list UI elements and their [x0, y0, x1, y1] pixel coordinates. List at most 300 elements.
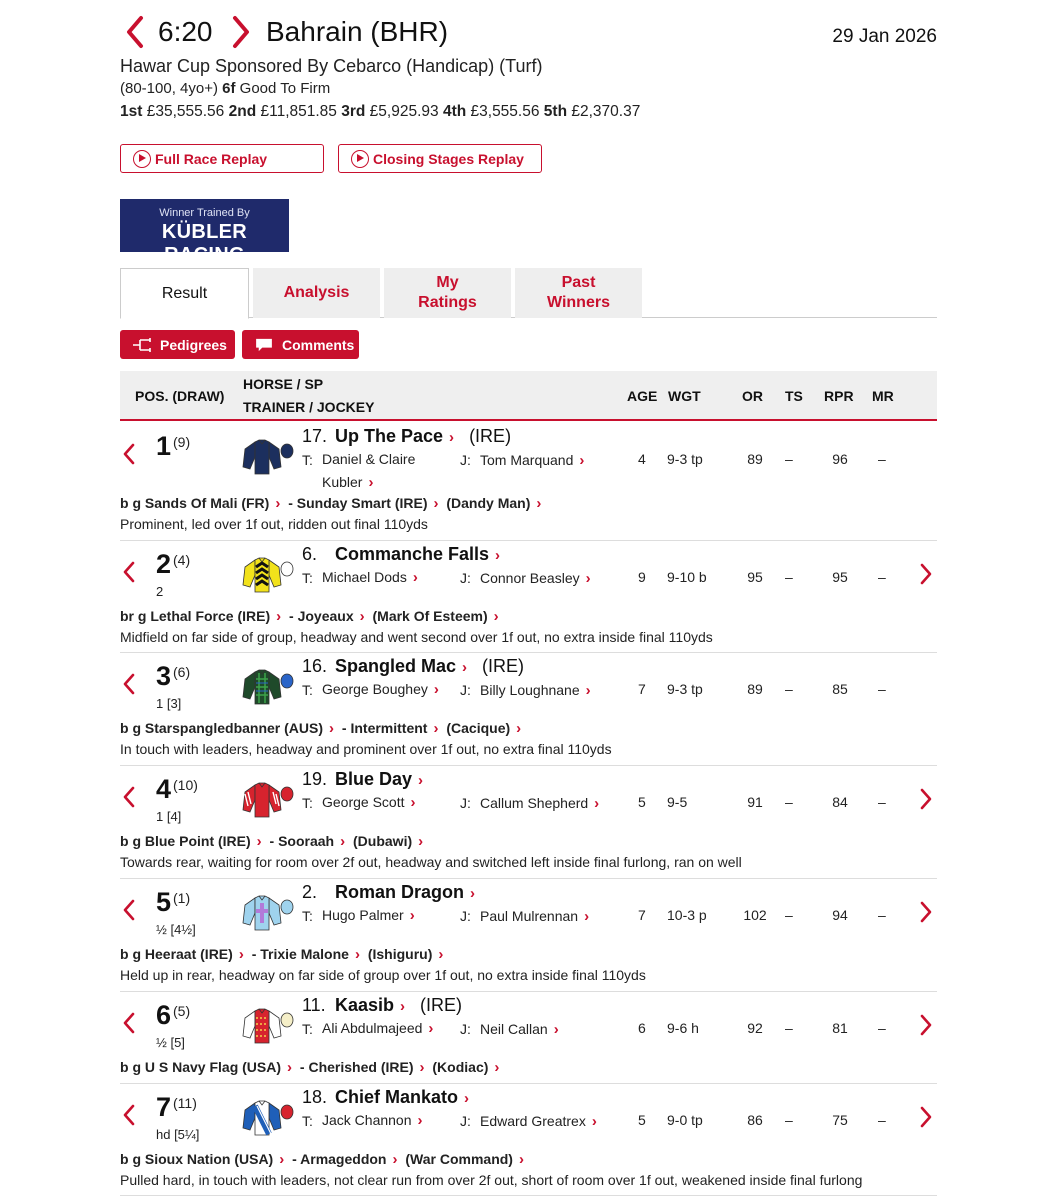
rp-rating: 75: [832, 1112, 848, 1128]
chevron-right-icon: ›: [275, 495, 281, 512]
trainer-name: Michael Dods: [322, 569, 407, 585]
weight-carried: 9-5: [667, 794, 688, 810]
race-comment: Held up in rear, headway on far side of group over 1f out, no extra inside final 110yds: [120, 967, 646, 983]
trainer-label: T:: [302, 1113, 313, 1129]
race-time: 6:20: [158, 16, 213, 47]
topspeed-rating: –: [785, 907, 793, 923]
topspeed-rating: –: [785, 569, 793, 585]
official-rating: 102: [743, 907, 767, 923]
chevron-right-icon: ›: [579, 452, 585, 469]
race-date: 29 Jan 2026: [832, 26, 937, 47]
horse-age: 5: [638, 794, 646, 810]
jockey-label: J:: [460, 795, 471, 811]
chevron-right-icon: ›: [354, 946, 360, 963]
saddle-cloth-number: 2.: [302, 882, 318, 902]
banner-trainer-name: KÜBLER RACING: [161, 221, 248, 266]
horse-age: 5: [638, 1112, 646, 1128]
beaten-distance: 1 [3]: [156, 696, 182, 711]
sire-link[interactable]: [120, 946, 244, 962]
my-rating: –: [878, 569, 886, 585]
damsire-link[interactable]: [405, 1151, 524, 1167]
official-rating: 89: [747, 681, 763, 697]
damsire-link[interactable]: [368, 946, 444, 962]
jockey-label: J:: [460, 1113, 471, 1129]
tab-my-ratings-line1: My: [436, 274, 459, 291]
dam-name: - Sooraah: [269, 833, 335, 849]
trainer-sponsor-banner[interactable]: [120, 199, 289, 266]
dam-link[interactable]: [300, 1059, 425, 1075]
weight-carried: 9-3 tp: [667, 451, 703, 467]
jockey-silks-icon: [242, 1098, 294, 1138]
col-ts: TS: [785, 388, 803, 404]
damsire-link[interactable]: [432, 1059, 499, 1075]
chevron-right-icon: ›: [340, 833, 346, 850]
full-race-replay-label: Full Race Replay: [155, 150, 268, 167]
official-rating: 91: [747, 794, 763, 810]
chevron-right-icon: ›: [516, 720, 522, 737]
prize-amount: £35,555.56: [146, 103, 225, 120]
race-comment: Pulled hard, in touch with leaders, not clear run from over 2f out, short of room over 1f out, weakened inside final furlong: [120, 1172, 863, 1188]
dam-name: - Sunday Smart (IRE): [288, 495, 428, 511]
dam-name: - Intermittent: [341, 720, 428, 736]
result-row: [120, 423, 937, 541]
race-going: Good To Firm: [239, 80, 331, 97]
sire-link[interactable]: [120, 608, 281, 624]
prev-horse-arrow-icon[interactable]: [120, 897, 138, 923]
chevron-right-icon: ›: [594, 795, 600, 812]
horse-age: 9: [638, 569, 646, 585]
trainer-name: Jack Channon: [322, 1112, 412, 1128]
result-row: [120, 879, 937, 992]
official-rating: 86: [747, 1112, 763, 1128]
jockey-link[interactable]: [480, 908, 589, 925]
course-name: Bahrain (BHR): [266, 16, 449, 47]
result-row: [120, 766, 937, 879]
saddle-cloth-number: 11.: [302, 995, 326, 1015]
chevron-right-icon: ›: [400, 998, 406, 1015]
horse-country: (IRE): [469, 426, 512, 446]
trainer-link[interactable]: [322, 1109, 462, 1132]
topspeed-rating: –: [785, 451, 793, 467]
dam-name: - Joyeaux: [289, 608, 354, 624]
race-title: Hawar Cup Sponsored By Cebarco (Handicap) (Turf): [120, 56, 543, 76]
horse-name: Roman Dragon: [335, 882, 465, 902]
beaten-distance: 2: [156, 584, 164, 599]
trainer-link[interactable]: [322, 904, 462, 927]
dam-link[interactable]: [252, 946, 360, 962]
saddle-cloth-number: 18.: [302, 1087, 328, 1107]
comments-button[interactable]: [242, 330, 359, 359]
damsire-link[interactable]: [446, 495, 541, 511]
chevron-right-icon: ›: [493, 608, 499, 625]
chevron-right-icon: ›: [433, 720, 439, 737]
rp-rating: 81: [832, 1020, 848, 1036]
chevron-right-icon: ›: [409, 907, 415, 924]
sire-name: b g U S Navy Flag (USA): [120, 1059, 282, 1075]
trainer-name: George Scott: [322, 794, 405, 810]
race-class: (80-100, 4yo+): [120, 80, 218, 97]
dam-name: - Armageddon: [292, 1151, 387, 1167]
chevron-right-icon: ›: [238, 946, 244, 963]
prev-horse-arrow-icon[interactable]: [120, 671, 138, 697]
saddle-cloth-number: 16.: [302, 656, 328, 676]
finish-position: 4: [156, 774, 172, 804]
chevron-right-icon: ›: [418, 772, 424, 789]
official-rating: 95: [747, 569, 763, 585]
race-tabs: [120, 268, 937, 318]
trainer-link[interactable]: [322, 1017, 462, 1040]
my-rating: –: [878, 451, 886, 467]
col-age: AGE: [627, 388, 658, 404]
trainer-name: George Boughey: [322, 681, 428, 697]
prev-horse-arrow-icon[interactable]: [120, 441, 138, 467]
chevron-right-icon: ›: [449, 429, 455, 446]
finish-position: 7: [156, 1092, 172, 1122]
sire-name: b g Heeraat (IRE): [120, 946, 233, 962]
jockey-link[interactable]: [480, 1021, 559, 1038]
prize-amount: £11,851.85: [260, 103, 337, 120]
saddle-cloth-number: 17.: [302, 426, 328, 446]
sire-name: b g Sioux Nation (USA): [120, 1151, 274, 1167]
prize-place: 1st: [120, 103, 143, 120]
dam-link[interactable]: [288, 495, 438, 511]
race-distance: 6f: [222, 80, 236, 97]
trainer-label: T:: [302, 1021, 313, 1037]
tab-analysis-label: Analysis: [283, 284, 350, 301]
beaten-distance: ½ [4½]: [156, 922, 196, 937]
stall-draw: (11): [173, 1095, 197, 1111]
tab-analysis[interactable]: [253, 268, 380, 318]
prize-place: 4th: [442, 103, 467, 120]
trainer-name: Daniel & Claire Kubler: [322, 451, 416, 490]
trainer-link[interactable]: [322, 791, 462, 814]
damsire-name: (Dandy Man): [446, 495, 531, 511]
prize-place: 3rd: [341, 103, 366, 120]
jockey-name: Neil Callan: [480, 1021, 548, 1037]
rp-rating: 85: [832, 681, 848, 697]
tab-past-winners-label: [547, 273, 610, 313]
play-icon: [133, 150, 151, 168]
prize-amount: £2,370.37: [571, 103, 641, 120]
chevron-right-icon: ›: [495, 547, 501, 564]
pedigrees-button[interactable]: [120, 330, 235, 359]
chevron-right-icon: ›: [287, 1059, 293, 1076]
rp-rating: 94: [832, 907, 848, 923]
sire-link[interactable]: [120, 1151, 284, 1167]
pedigree-line: [120, 833, 423, 850]
stall-draw: (1): [173, 890, 191, 906]
jockey-label: J:: [460, 452, 471, 468]
next-horse-arrow-icon[interactable]: [917, 899, 935, 925]
chevron-right-icon: ›: [428, 1020, 434, 1037]
chevron-right-icon: ›: [359, 608, 365, 625]
chevron-right-icon: ›: [433, 681, 439, 698]
tab-my-ratings-label: [418, 273, 477, 313]
col-rpr: RPR: [824, 388, 854, 404]
pedigree-line: [120, 946, 443, 963]
horse-name: Blue Day: [335, 769, 413, 789]
beaten-distance: 1 [4]: [156, 809, 182, 824]
col-or: OR: [742, 388, 763, 404]
saddle-cloth-number: 19.: [302, 769, 328, 789]
chevron-right-icon: ›: [329, 720, 335, 737]
trainer-label: T:: [302, 570, 313, 586]
horse-age: 7: [638, 681, 646, 697]
col-wgt: WGT: [668, 388, 701, 404]
jockey-silks-icon: [242, 893, 294, 933]
next-horse-arrow-icon[interactable]: [917, 786, 935, 812]
jockey-silks-icon: [242, 437, 294, 477]
sire-name: b g Blue Point (IRE): [120, 833, 251, 849]
horse-age: 6: [638, 1020, 646, 1036]
finish-position: 2: [156, 549, 172, 579]
stall-draw: (6): [173, 664, 191, 680]
horse-name: Kaasib: [335, 995, 395, 1015]
horse-age: 4: [638, 451, 646, 467]
jockey-name: Edward Greatrex: [480, 1113, 586, 1129]
stall-draw: (9): [173, 434, 191, 450]
prize-place: 2nd: [228, 103, 257, 120]
weight-carried: 9-10 b: [667, 569, 707, 585]
trainer-label: T:: [302, 682, 313, 698]
chevron-right-icon: ›: [410, 794, 416, 811]
finish-position: 3: [156, 661, 172, 691]
damsire-link[interactable]: [373, 608, 499, 624]
chevron-right-icon: ›: [433, 495, 439, 512]
horse-age: 7: [638, 907, 646, 923]
rp-rating: 95: [832, 569, 848, 585]
dam-link[interactable]: [342, 720, 439, 736]
jockey-silks-icon: [242, 667, 294, 707]
pedigree-line: [120, 1059, 499, 1076]
chevron-right-icon: ›: [418, 833, 424, 850]
chevron-right-icon: ›: [256, 833, 262, 850]
finish-position: 5: [156, 887, 172, 917]
beaten-distance: hd [5¼]: [156, 1127, 200, 1142]
finish-position: 1: [156, 431, 172, 461]
trainer-label: T:: [302, 452, 313, 468]
comments-label: Comments: [282, 336, 355, 353]
pedigree-tree-icon: [132, 338, 152, 352]
results-table-header: [120, 371, 937, 421]
full-race-replay-button[interactable]: [120, 144, 324, 173]
damsire-name: (Ishiguru): [367, 946, 433, 962]
beaten-distance: ½ [5]: [156, 1035, 185, 1050]
horse-name: Commanche Falls: [335, 544, 490, 564]
chevron-right-icon: ›: [518, 1151, 524, 1168]
pedigrees-label: Pedigrees: [160, 336, 227, 353]
horse-name-link[interactable]: [335, 426, 511, 447]
topspeed-rating: –: [785, 1020, 793, 1036]
result-row: [120, 541, 937, 653]
prev-horse-arrow-icon[interactable]: [120, 1010, 138, 1036]
damsire-link[interactable]: [446, 720, 521, 736]
dam-link[interactable]: [270, 833, 346, 849]
closing-stages-replay-button[interactable]: [338, 144, 542, 173]
horse-name-link[interactable]: [335, 769, 423, 790]
weight-carried: 9-3 tp: [667, 681, 703, 697]
col-pos-draw: POS. (DRAW): [135, 388, 225, 404]
weight-carried: 10-3 p: [667, 907, 707, 923]
sire-link[interactable]: [120, 495, 280, 511]
chevron-right-icon: ›: [536, 495, 542, 512]
tab-result-label: Result: [161, 284, 208, 302]
chevron-right-icon: ›: [585, 682, 591, 699]
tab-past-winners[interactable]: [515, 268, 642, 318]
horse-name: Up The Pace: [335, 426, 444, 446]
saddle-cloth-number: 6.: [302, 544, 318, 564]
jockey-link[interactable]: [480, 682, 591, 699]
jockey-silks-icon: [242, 1006, 294, 1046]
pedigree-line: [120, 1151, 524, 1168]
chevron-right-icon: ›: [462, 659, 468, 676]
next-horse-arrow-icon[interactable]: [917, 1104, 935, 1130]
horse-name-link[interactable]: [335, 656, 524, 677]
jockey-label: J:: [460, 682, 471, 698]
chevron-right-icon: ›: [553, 1021, 559, 1038]
weight-carried: 9-6 h: [667, 1020, 699, 1036]
horse-name-link[interactable]: [335, 1087, 469, 1108]
pedigree-line: [120, 608, 499, 625]
result-row: [120, 992, 937, 1084]
prev-horse-arrow-icon[interactable]: [120, 559, 138, 585]
chevron-right-icon: ›: [417, 1112, 423, 1129]
weight-carried: 9-0 tp: [667, 1112, 703, 1128]
race-comment: In touch with leaders, headway and prominent over 1f out, no extra final 110yds: [120, 741, 612, 757]
next-horse-arrow-icon[interactable]: [917, 1012, 935, 1038]
pedigree-line: [120, 495, 541, 512]
horse-country: (IRE): [420, 995, 463, 1015]
horse-name-link[interactable]: [335, 882, 475, 903]
chevron-right-icon: ›: [392, 1151, 398, 1168]
trainer-link[interactable]: [322, 678, 462, 701]
trainer-link[interactable]: [322, 566, 462, 589]
col-mr: MR: [872, 388, 894, 404]
horse-name-link[interactable]: [335, 995, 462, 1016]
damsire-name: (Cacique): [446, 720, 511, 736]
damsire-name: (War Command): [405, 1151, 513, 1167]
jockey-name: Connor Beasley: [480, 570, 580, 586]
race-comment: Midfield on far side of group, headway and went second over 1f out, no extra inside final 110yds: [120, 629, 713, 645]
sire-name: br g Lethal Force (IRE): [120, 608, 271, 624]
horse-name: Chief Mankato: [335, 1087, 459, 1107]
trainer-label: T:: [302, 908, 313, 924]
jockey-silks-icon: [242, 780, 294, 820]
damsire-link[interactable]: [353, 833, 423, 849]
dam-name: - Cherished (IRE): [299, 1059, 414, 1075]
dam-link[interactable]: [292, 1151, 397, 1167]
sire-link[interactable]: [120, 833, 262, 849]
chevron-right-icon: ›: [276, 608, 282, 625]
result-row: [120, 1084, 937, 1196]
result-row: [120, 653, 937, 766]
jockey-name: Billy Loughnane: [480, 682, 580, 698]
trainer-link[interactable]: [322, 448, 462, 494]
jockey-link[interactable]: [480, 1113, 597, 1130]
damsire-name: (Kodiac): [432, 1059, 489, 1075]
sire-link[interactable]: [120, 1059, 292, 1075]
jockey-name: Callum Shepherd: [480, 795, 589, 811]
my-rating: –: [878, 794, 886, 810]
race-comment: Prominent, led over 1f out, ridden out final 110yds: [120, 516, 428, 532]
my-rating: –: [878, 1020, 886, 1036]
tab-my-ratings-line2: Ratings: [418, 294, 477, 311]
jockey-label: J:: [460, 908, 471, 924]
stall-draw: (5): [173, 1003, 191, 1019]
jockey-link[interactable]: [480, 452, 584, 469]
damsire-name: (Mark Of Esteem): [372, 608, 488, 624]
col-horse-sp: HORSE / SP: [243, 376, 324, 392]
tab-my-ratings[interactable]: [384, 268, 511, 318]
chevron-right-icon: ›: [368, 474, 374, 491]
official-rating: 89: [747, 451, 763, 467]
tab-past-winners-line2: Winners: [547, 294, 610, 311]
my-rating: –: [878, 681, 886, 697]
chevron-right-icon: ›: [584, 908, 590, 925]
play-icon: [351, 150, 369, 168]
dam-link[interactable]: [289, 608, 365, 624]
chevron-right-icon: ›: [585, 570, 591, 587]
prev-horse-arrow-icon[interactable]: [120, 1102, 138, 1128]
tab-result[interactable]: [120, 268, 249, 319]
chevron-right-icon: ›: [591, 1113, 597, 1130]
rp-rating: 84: [832, 794, 848, 810]
topspeed-rating: –: [785, 1112, 793, 1128]
race-header: [120, 12, 937, 58]
prize-place: 5th: [543, 103, 568, 120]
dam-name: - Trixie Malone: [251, 946, 349, 962]
race-conditions: [120, 80, 330, 97]
chevron-right-icon: ›: [419, 1059, 425, 1076]
closing-stages-replay-label: Closing Stages Replay: [373, 150, 524, 167]
jockey-label: J:: [460, 570, 471, 586]
stall-draw: (10): [173, 777, 198, 793]
tab-past-winners-line1: Past: [561, 274, 596, 291]
comment-bubble-icon: [254, 338, 274, 352]
horse-country: (IRE): [482, 656, 525, 676]
jockey-name: Paul Mulrennan: [480, 908, 579, 924]
stall-draw: (4): [173, 552, 191, 568]
horse-name: Spangled Mac: [335, 656, 457, 676]
col-trainer-jockey: TRAINER / JOCKEY: [243, 399, 375, 415]
rp-rating: 96: [832, 451, 848, 467]
trainer-label: T:: [302, 795, 313, 811]
prev-horse-arrow-icon[interactable]: [120, 784, 138, 810]
chevron-right-icon: ›: [464, 1090, 470, 1107]
jockey-link[interactable]: [480, 570, 591, 587]
damsire-name: (Dubawi): [353, 833, 413, 849]
prev-race-arrow-icon[interactable]: [122, 12, 148, 52]
prize-amount: £5,925.93: [369, 103, 439, 120]
jockey-link[interactable]: [480, 795, 599, 812]
jockey-label: J:: [460, 1021, 471, 1037]
prize-amount: £3,555.56: [470, 103, 540, 120]
prize-money: [120, 103, 640, 121]
trainer-name: Hugo Palmer: [322, 907, 404, 923]
sire-name: b g Sands Of Mali (FR): [120, 495, 270, 511]
official-rating: 92: [747, 1020, 763, 1036]
sire-link[interactable]: [120, 720, 334, 736]
next-race-arrow-icon[interactable]: [228, 12, 254, 52]
race-comment: Towards rear, waiting for room over 2f out, headway and switched left inside final furlong, ran on well: [120, 854, 742, 870]
jockey-name: Tom Marquand: [480, 452, 574, 468]
my-rating: –: [878, 1112, 886, 1128]
horse-name-link[interactable]: [335, 544, 500, 565]
chevron-right-icon: ›: [438, 946, 444, 963]
next-horse-arrow-icon[interactable]: [917, 561, 935, 587]
sire-name: b g Starspangledbanner (AUS): [120, 720, 324, 736]
chevron-right-icon: ›: [412, 569, 418, 586]
